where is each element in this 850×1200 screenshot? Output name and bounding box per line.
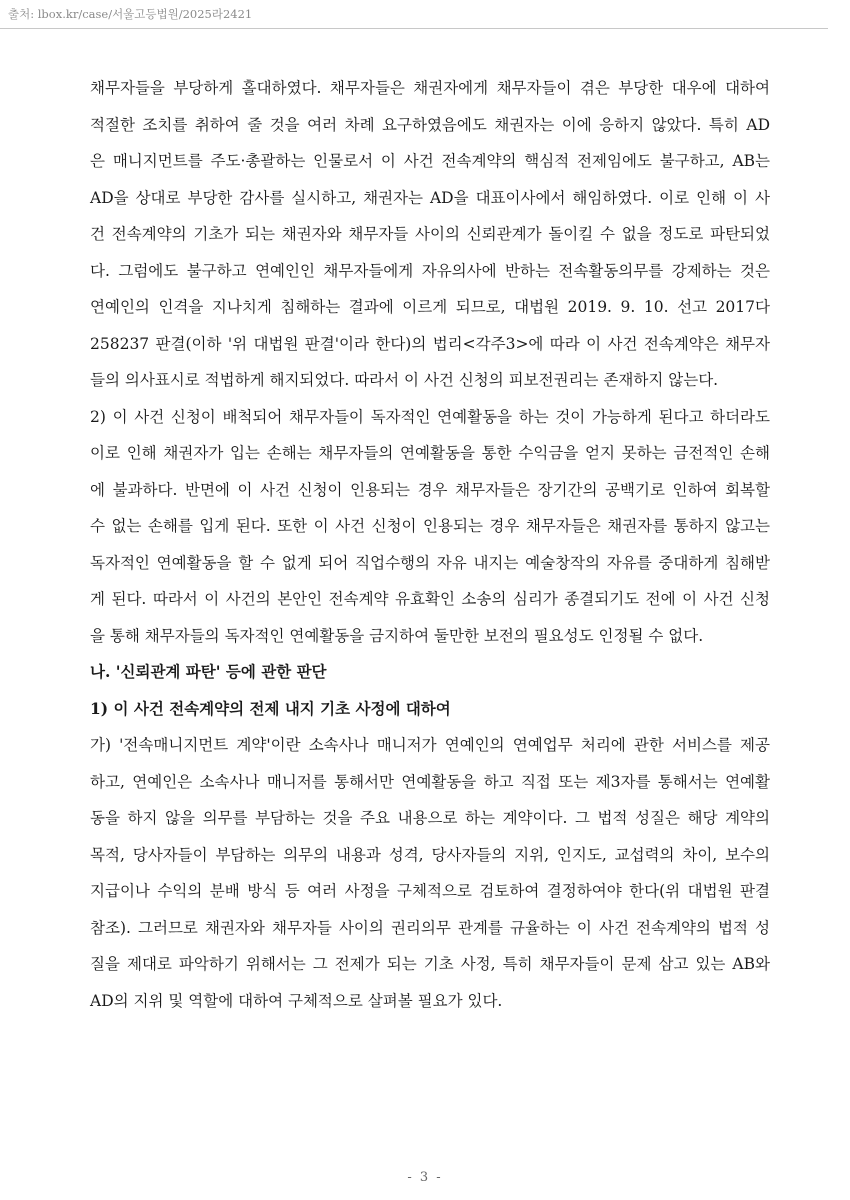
- text-line: 동을 하지 않을 의무를 부담하는 것을 주요 내용으로 하는 계약이다. 그 법적 성질은 해당 계약의: [90, 809, 770, 827]
- section-heading: 나. '신뢰관계 파탄' 등에 관한 판단: [90, 662, 327, 681]
- text-line: 질을 제대로 파악하기 위해서는 그 전제가 되는 기초 사정, 특히 채무자들이 문제 삼고 있는 AB와: [90, 955, 770, 973]
- text-line: 지급이나 수익의 분배 방식 등 여러 사정을 구체적으로 검토하여 결정하여야 한다(위 대법원 판결: [90, 882, 770, 900]
- text-line: 채무자들을 부당하게 홀대하였다. 채무자들은 채권자에게 채무자들이 겪은 부당한 대우에 대하여: [90, 79, 770, 97]
- text-line: 참조). 그러므로 채권자와 채무자들 사이의 권리의무 관계를 규율하는 이 사건 전속계약의 법적 성: [90, 918, 770, 937]
- document-body: [90, 70, 770, 1019]
- text-line: 에 불과하다. 반면에 이 사건 신청이 인용되는 경우 채무자들은 장기간의 공백기로 인하여 회복할: [90, 480, 770, 499]
- text-line: 게 된다. 따라서 이 사건의 본안인 전속계약 유효확인 소송의 심리가 종결되기도 전에 이 사건 신청: [90, 590, 770, 608]
- text-line: 다. 그럼에도 불구하고 연예인인 채무자들에게 자유의사에 반하는 전속활동의무를 강제하는 것은: [90, 261, 770, 280]
- text-line: 하고, 연예인은 소속사나 매니저를 통해서만 연예활동을 하고 직접 또는 제3자를 통해서는 연예활: [90, 772, 770, 791]
- text-line: AD의 지위 및 역할에 대하여 구체적으로 살펴볼 필요가 있다.: [90, 991, 503, 1010]
- text-line: 적절한 조치를 취하여 줄 것을 여러 차례 요구하였음에도 채권자는 이에 응하지 않았다. 특히 AD: [90, 115, 770, 134]
- text-line: 목적, 당사자들이 부담하는 의무의 내용과 성격, 당사자들의 지위, 인지도, 교섭력의 차이, 보수의: [90, 845, 770, 864]
- text-line: 가) '전속매니지먼트 계약'이란 소속사나 매니저가 연예인의 연예업무 처리에 관한 서비스를 제공: [90, 736, 770, 754]
- text-line: AD을 상대로 부당한 감사를 실시하고, 채권자는 AD을 대표이사에서 해임하였다. 이로 인해 이 사: [90, 188, 770, 207]
- source-citation: 출처: lbox.kr/case/서울고등법원/2025라2421: [8, 7, 253, 21]
- text-line: 2) 이 사건 신청이 배척되어 채무자들이 독자적인 연예활동을 하는 것이 가능하게 된다고 하더라도: [90, 407, 770, 426]
- text-line: 건 전속계약의 기초가 되는 채권자와 채무자들 사이의 신뢰관계가 돌이킬 수 없을 정도로 파탄되었: [90, 225, 770, 243]
- source-header: [0, 0, 828, 29]
- text-line: 연예인의 인격을 지나치게 침해하는 결과에 이르게 되므로, 대법원 2019. 9. 10. 선고 2017다: [90, 298, 770, 316]
- text-line: 수 없는 손해를 입게 된다. 또한 이 사건 신청이 인용되는 경우 채무자들은 채권자를 통하지 않고는: [90, 517, 770, 535]
- text-line: 독자적인 연예활동을 할 수 없게 되어 직업수행의 자유 내지는 예술창작의 자유를 중대하게 침해받: [90, 553, 770, 572]
- text-line: 은 매니지먼트를 주도·총괄하는 인물로서 이 사건 전속계약의 핵심적 전제임에도 불구하고, AB는: [90, 152, 770, 170]
- page-number: - 3 -: [407, 1170, 443, 1185]
- text-line: 258237 판결(이하 '위 대법원 판결'이라 한다)의 법리<각주3>에 따라 이 사건 전속계약은 채무자: [90, 334, 770, 353]
- text-line: 들의 의사표시로 적법하게 해지되었다. 따라서 이 사건 신청의 피보전권리는 존재하지 않는다.: [90, 371, 719, 389]
- text-line: 이로 인해 채권자가 입는 손해는 채무자들의 연예활동을 통한 수익금을 얻지 못하는 금전적인 손해: [90, 444, 770, 462]
- subsection-heading: 1) 이 사건 전속계약의 전제 내지 기초 사정에 대하여: [90, 698, 451, 718]
- text-line: 을 통해 채무자들의 독자적인 연예활동을 금지하여 둘만한 보전의 필요성도 인정될 수 없다.: [90, 626, 704, 645]
